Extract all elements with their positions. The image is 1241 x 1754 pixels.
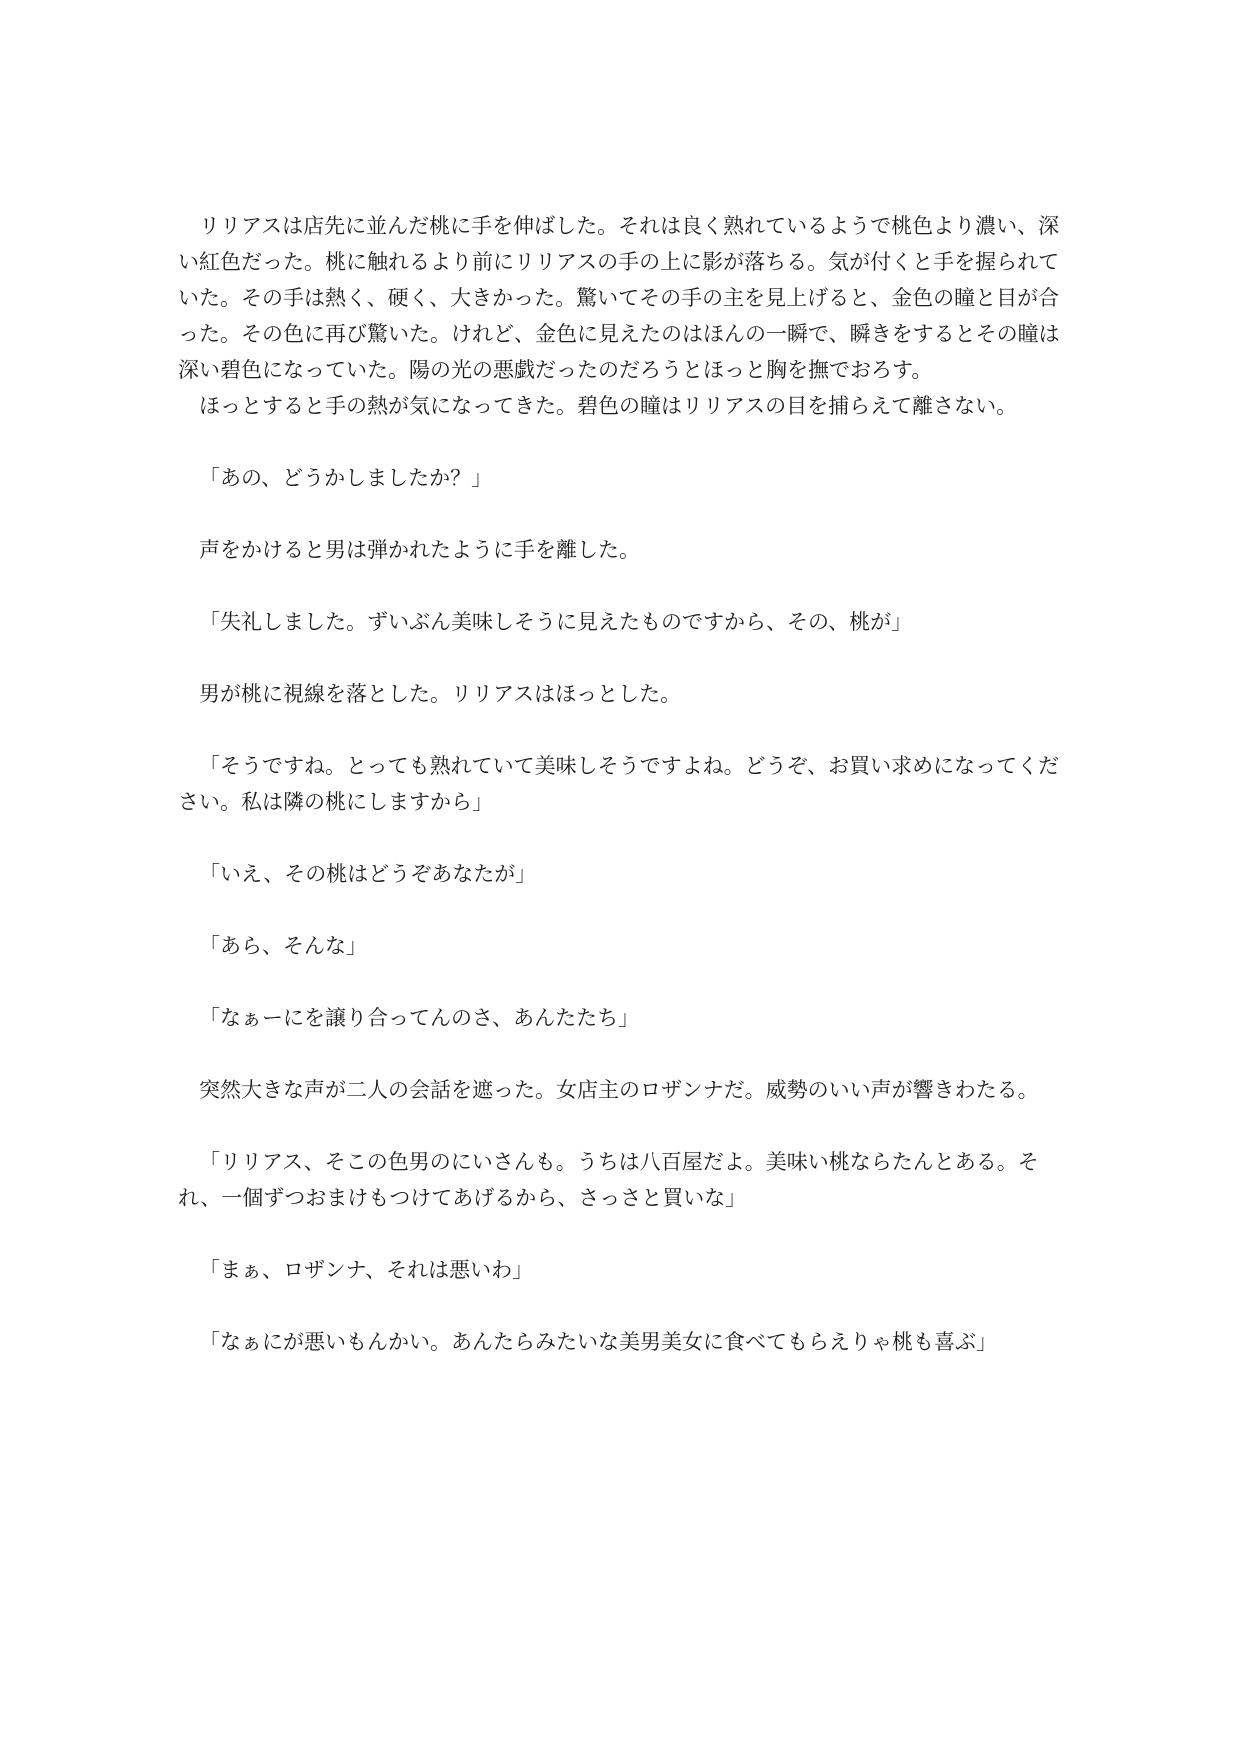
blank-line bbox=[178, 892, 1071, 928]
blank-line bbox=[178, 496, 1071, 532]
dialogue-line: 「そうですね。とっても熟れていて美味しそうですよね。どうぞ、お買い求めになってください。私は隣の桃にしますから」 bbox=[178, 754, 1060, 814]
blank-line bbox=[178, 568, 1071, 604]
blank-line bbox=[178, 964, 1071, 1000]
blank-line bbox=[178, 640, 1071, 676]
paragraph: リリアスは店先に並んだ桃に手を伸ばした。それは良く熟れているようで桃色より濃い、深い紅色だった。桃に触れるより前にリリアスの手の上に影が落ちる。気が付くと手を握られていた。その手は熱く、硬く、大きかった。驚いてその手の主を見上げると、金色の瞳と目が合った。その色に再び驚いた。けれど、金色に見えたのはほんの一瞬で、瞬きをするとその瞳は深い碧色になっていた。陽の光の悪戯だったのだろうとほっと胸を撫でおろす。 bbox=[178, 214, 1060, 382]
dialogue-line: 「なぁーにを譲り合ってんのさ、あんたたち」 bbox=[199, 1006, 640, 1030]
dialogue-line: 「失礼しました。ずいぶん美味しそうに見えたものですから、その、桃が」 bbox=[199, 610, 913, 634]
document-page bbox=[178, 208, 1071, 1360]
dialogue-line: 「リリアス、そこの色男のにいさんも。うちは八百屋だよ。美味い桃ならたんとある。それ、一個ずつおまけもつけてあげるから、さっさと買いな」 bbox=[178, 1150, 1039, 1210]
dialogue-line: 「まぁ、ロザンナ、それは悪いわ」 bbox=[199, 1258, 534, 1282]
dialogue-line: 「いえ、その桃はどうぞあなたが」 bbox=[199, 862, 537, 886]
blank-line bbox=[178, 712, 1071, 748]
blank-line bbox=[178, 1108, 1071, 1144]
paragraph: 突然大きな声が二人の会話を遮った。女店主のロザンナだ。威勢のいい声が響きわたる。 bbox=[199, 1078, 1039, 1102]
blank-line bbox=[178, 424, 1071, 460]
dialogue-line: 「なぁにが悪いもんかい。あんたらみたいな美男美女に食べてもらえりゃ桃も喜ぶ」 bbox=[199, 1330, 997, 1354]
blank-line bbox=[178, 1288, 1071, 1324]
blank-line bbox=[178, 1216, 1071, 1252]
blank-line bbox=[178, 1036, 1071, 1072]
dialogue-line: 「あの、どうかしましたか？」 bbox=[199, 466, 493, 490]
paragraph: 男が桃に視線を落とした。リリアスはほっとした。 bbox=[199, 682, 682, 706]
paragraph: ほっとすると手の熱が気になってきた。碧色の瞳はリリアスの目を捕らえて離さない。 bbox=[199, 394, 1018, 418]
paragraph: 声をかけると男は弾かれたように手を離した。 bbox=[199, 538, 640, 562]
blank-line bbox=[178, 820, 1071, 856]
dialogue-line: 「あら、そんな」 bbox=[199, 934, 367, 958]
